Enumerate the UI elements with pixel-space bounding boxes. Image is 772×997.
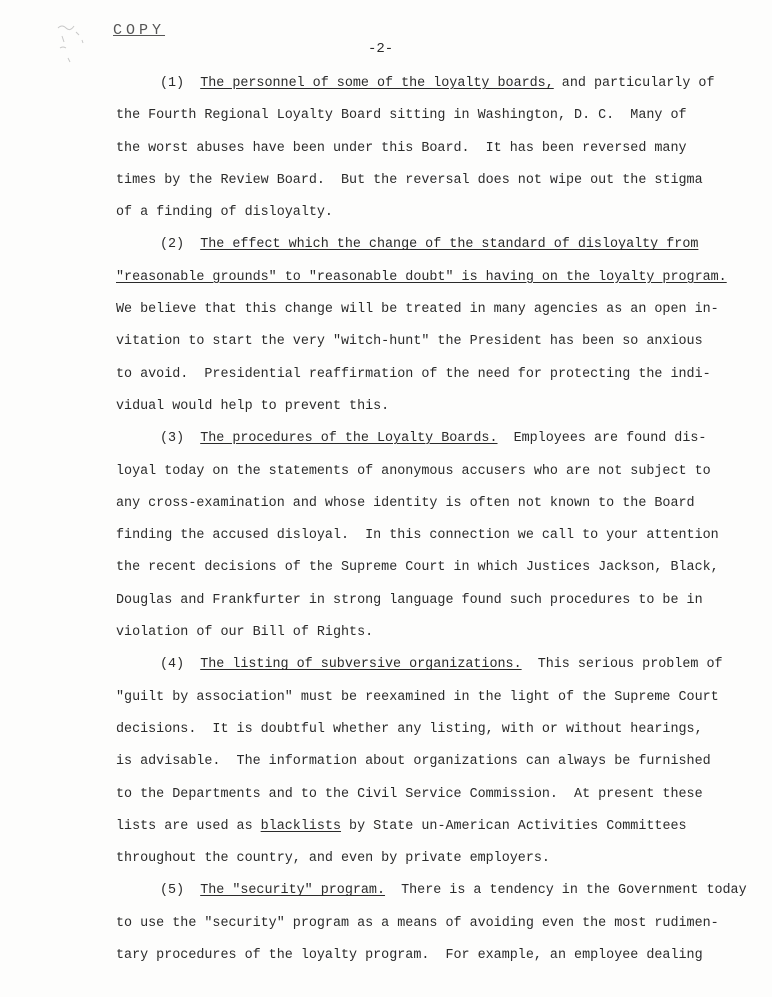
paragraph-4 xyxy=(116,649,756,875)
text-line xyxy=(116,682,756,714)
text-line xyxy=(116,940,756,972)
text-segment: Employees are found dis- xyxy=(497,431,707,447)
text-segment: lists are used as xyxy=(116,818,261,834)
underlined-text: The personnel of some of the loyalty boards, xyxy=(200,76,554,91)
text-segment: There is a tendency in the Government today xyxy=(385,883,747,899)
text-line xyxy=(116,843,756,875)
paragraph-3 xyxy=(116,423,756,649)
underlined-text: The listing of subversive organizations. xyxy=(200,657,522,673)
text-segment: and particularly of xyxy=(553,76,715,91)
page-number: -2- xyxy=(368,41,394,57)
paragraph-2 xyxy=(116,229,756,423)
text-line xyxy=(116,359,756,391)
text-line xyxy=(116,714,756,746)
text-line xyxy=(116,68,756,100)
text-line xyxy=(116,617,756,649)
text-segment: (1) xyxy=(160,76,201,91)
text-segment: to avoid. Presidential reaffirmation of the need for protecting the indi- xyxy=(116,366,711,382)
text-line xyxy=(116,908,756,940)
text-segment: violation of our Bill of Rights. xyxy=(116,625,374,641)
pencil-scribble-mark xyxy=(52,18,102,78)
text-segment: times by the Review Board. But the reversal does not wipe out the stigma xyxy=(116,172,703,188)
underlined-text: The procedures of the Loyalty Boards. xyxy=(200,431,498,447)
letter-body xyxy=(116,68,756,972)
paragraph-1 xyxy=(116,68,756,229)
text-line xyxy=(116,456,756,488)
text-segment: to the Departments and to the Civil Service Commission. At present these xyxy=(116,786,703,802)
text-segment: the recent decisions of the Supreme Court in which Justices Jackson, Black, xyxy=(116,560,719,576)
text-line xyxy=(116,391,756,423)
text-line xyxy=(116,197,756,229)
text-segment: to use the "security" program as a means of avoiding even the most rudimen- xyxy=(116,915,719,931)
text-segment: loyal today on the statements of anonymous accusers who are not subject to xyxy=(116,463,711,479)
text-segment: throughout the country, and even by private employers. xyxy=(116,851,550,867)
text-segment: finding the accused disloyal. In this connection we call to your attention xyxy=(116,528,719,544)
text-segment: We believe that this change will be treated in many agencies as an open in- xyxy=(116,302,719,318)
underlined-text: The effect which the change of the standard of disloyalty from xyxy=(200,237,699,253)
text-line xyxy=(116,229,756,261)
text-segment: the worst abuses have been under this Board. It has been reversed many xyxy=(116,140,687,156)
text-line xyxy=(116,262,756,294)
text-line xyxy=(116,746,756,778)
text-segment: decisions. It is doubtful whether any listing, with or without hearings, xyxy=(116,721,703,737)
text-line xyxy=(116,326,756,358)
text-segment: This serious problem of xyxy=(521,657,723,673)
text-segment: is advisable. The information about organizations can always be furnished xyxy=(116,754,711,770)
text-segment: (2) xyxy=(160,237,201,253)
paragraph-5 xyxy=(116,875,756,972)
text-segment: vitation to start the very "witch-hunt" the President has been so anxious xyxy=(116,334,703,350)
text-segment: (4) xyxy=(160,657,201,673)
text-line xyxy=(116,100,756,132)
text-line xyxy=(116,649,756,681)
text-line xyxy=(116,133,756,165)
text-line xyxy=(116,585,756,617)
text-line xyxy=(116,811,756,843)
text-segment: (5) xyxy=(160,883,201,899)
text-line xyxy=(116,294,756,326)
text-line xyxy=(116,488,756,520)
text-segment: (3) xyxy=(160,431,201,447)
text-line xyxy=(116,552,756,584)
underlined-text: The "security" program. xyxy=(200,883,386,899)
underlined-text: "reasonable grounds" to "reasonable doubt" is having on the loyalty program. xyxy=(116,269,727,285)
text-line xyxy=(116,165,756,197)
text-line xyxy=(116,423,756,455)
text-line xyxy=(116,520,756,552)
text-segment: the Fourth Regional Loyalty Board sitting in Washington, D. C. Many of xyxy=(116,108,687,124)
text-line xyxy=(116,779,756,811)
text-segment: "guilt by association" must be reexamined in the light of the Supreme Court xyxy=(116,689,719,705)
text-segment: by State un-American Activities Committees xyxy=(341,818,687,834)
text-segment: of a finding of disloyalty. xyxy=(116,205,333,221)
text-segment: any cross-examination and whose identity is often not known to the Board xyxy=(116,495,695,511)
text-segment: tary procedures of the loyalty program. For example, an employee dealing xyxy=(116,948,703,964)
copy-stamp: COPY xyxy=(113,22,166,39)
text-line xyxy=(116,875,756,907)
text-segment: Douglas and Frankfurter in strong language found such procedures to be in xyxy=(116,592,703,608)
underlined-text: blacklists xyxy=(260,818,342,834)
text-segment: vidual would help to prevent this. xyxy=(116,398,390,414)
